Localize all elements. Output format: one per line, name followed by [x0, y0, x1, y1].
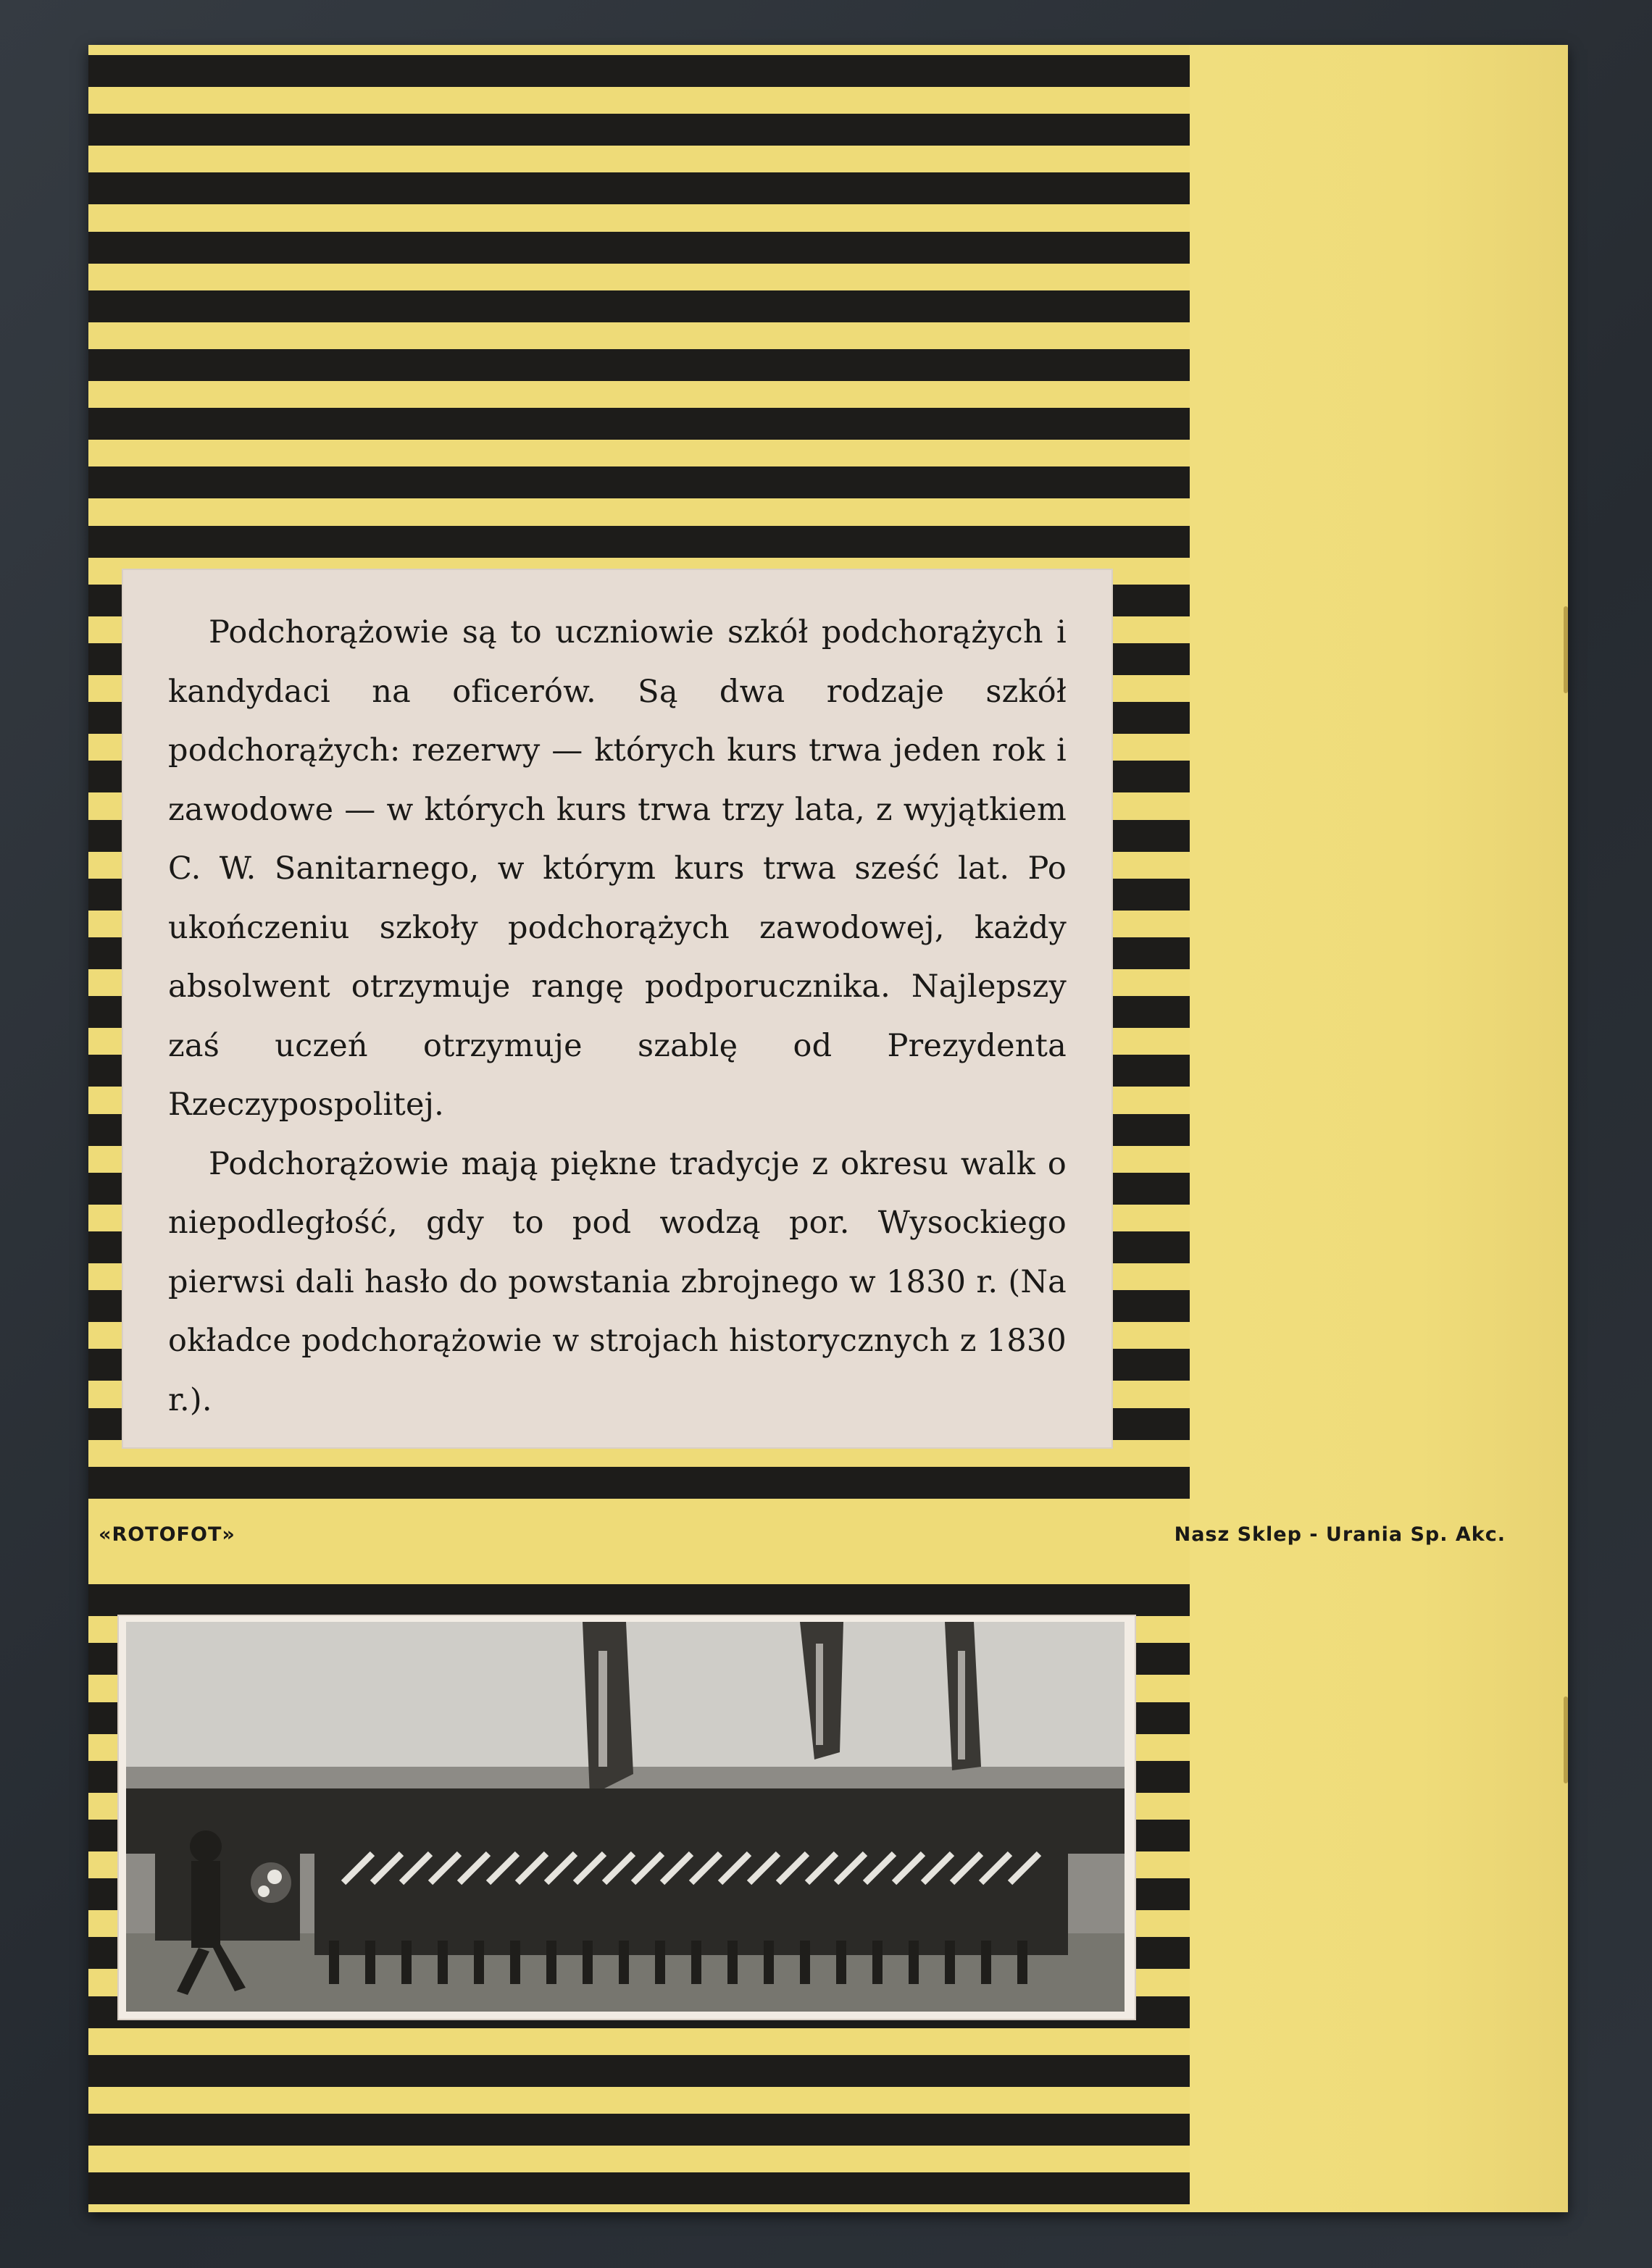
- border-stripe: [88, 1467, 1190, 1499]
- photo-card: [117, 1615, 1136, 2020]
- border-stripe: [88, 1584, 1190, 1616]
- border-stripe: [88, 2055, 1190, 2087]
- border-stripe: [88, 114, 1190, 146]
- border-stripe: [88, 55, 1190, 87]
- text-card: [122, 569, 1113, 1449]
- border-stripe: [88, 232, 1190, 264]
- article-text: [168, 603, 1067, 1430]
- publisher-credit: Nasz Sklep - Urania Sp. Akc.: [1174, 1523, 1506, 1546]
- border-stripe: [88, 408, 1190, 440]
- article-paragraph-1: Podchorążowie są to uczniowie szkół podchorążych i kandydaci na oficerów. Są dwa rodzaje szkół podchorążych: rezerwy — których kurs trwa jeden rok i zawodowe — w których kurs trwa trzy lata, z wyjątkiem C. W. Sanitarnego, w którym kurs trwa sześć lat. Po ukończeniu szkoły podchorążych zawodowej, każdy absolwent otrzymuje rangę podporucznika. Najlepszy zaś uczeń otrzymuje szablę od Prezydenta Rzeczypospolitej.: [168, 614, 1067, 1123]
- border-stripe: [88, 2114, 1190, 2146]
- plain-yellow-panel: [1190, 45, 1568, 2212]
- photo-illustration: [126, 1622, 1125, 2012]
- border-stripe: [88, 349, 1190, 381]
- staple-bottom: [1564, 1696, 1568, 1783]
- printer-credit: «ROTOFOT»: [99, 1523, 235, 1546]
- booklet-back-cover: [88, 45, 1568, 2212]
- border-stripe: [88, 2172, 1190, 2204]
- article-paragraph-2: Podchorążowie mają piękne tradycje z okresu walk o niepodległość, gdy to pod wodzą por. Wysockiego pierwsi dali hasło do powstania zbrojnego w 1830 r. (Na okładce podchorążowie w strojach historycznych z 1830 r.).: [168, 1145, 1067, 1418]
- border-stripe: [88, 466, 1190, 498]
- border-stripe: [88, 290, 1190, 322]
- imprint-strip: [88, 1520, 1190, 1565]
- marching-cadets-photo: [126, 1622, 1125, 2012]
- border-stripe: [88, 172, 1190, 204]
- staple-top: [1564, 606, 1568, 693]
- border-stripe: [88, 526, 1190, 558]
